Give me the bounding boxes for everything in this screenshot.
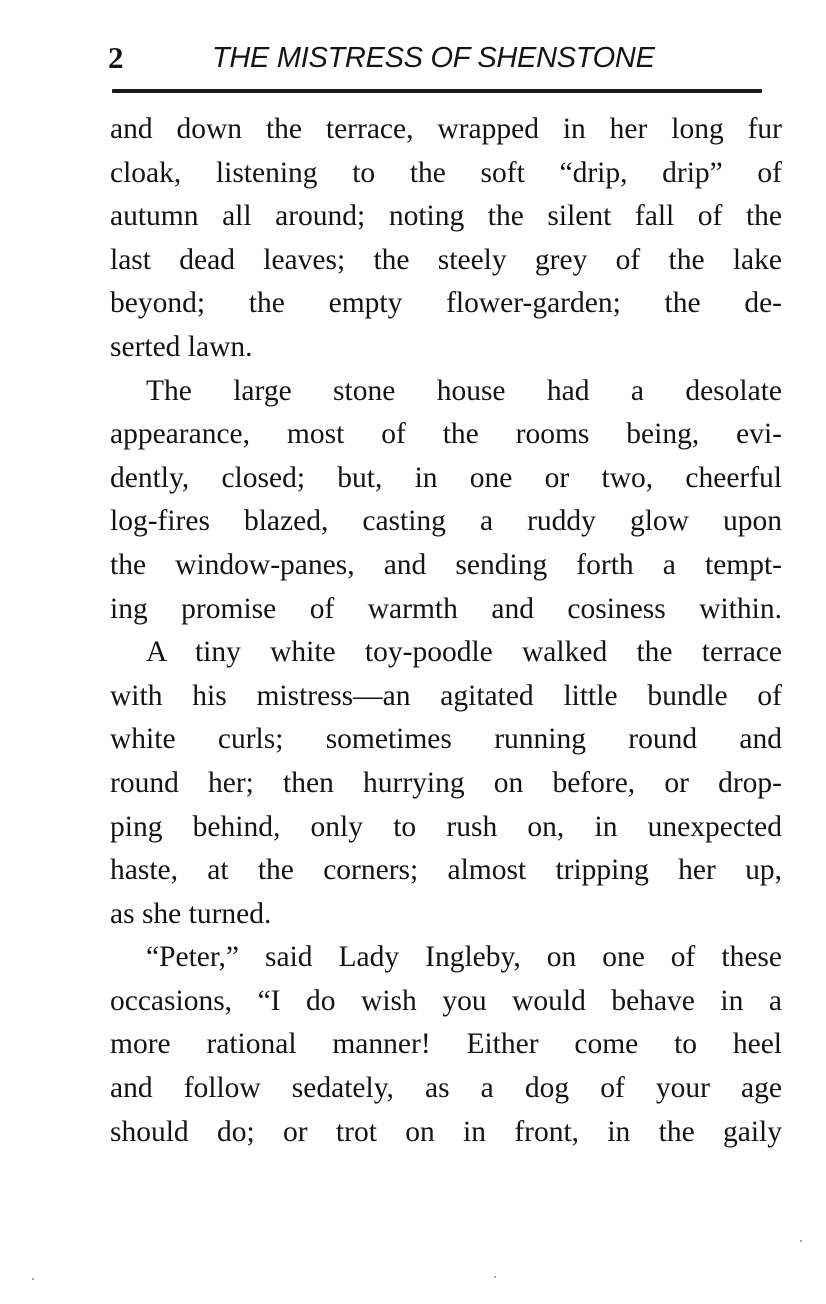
text-line: round her; then hurrying on before, or drop- (110, 766, 782, 799)
header-rule (112, 89, 762, 93)
text-line: beyond; the empty flower-garden; the de- (110, 287, 782, 320)
text-line: last dead leaves; the steely grey of the lake (110, 243, 782, 276)
text-line: serted lawn. (110, 330, 253, 363)
text-line: appearance, most of the rooms being, evi- (110, 418, 782, 451)
text-line: dently, closed; but, in one or two, cheerful (110, 461, 782, 494)
text-line: and follow sedately, as a dog of your age (110, 1072, 782, 1105)
paper-speck (494, 1276, 496, 1278)
text-line: the window-panes, and sending forth a tempt- (110, 548, 782, 581)
running-title: THE MISTRESS OF SHENSTONE (212, 42, 655, 74)
text-line: ping behind, only to rush on, in unexpected (110, 810, 782, 843)
text-line: log-fires blazed, casting a ruddy glow upon (110, 505, 782, 538)
page-number: 2 (108, 40, 124, 75)
text-line: cloak, listening to the soft “drip, drip” of (110, 156, 782, 189)
body-text (110, 108, 782, 1154)
text-line: ing promise of warmth and cosiness within. (110, 592, 782, 625)
text-line: more rational manner! Either come to heel (110, 1028, 782, 1061)
running-head (108, 38, 778, 78)
text-line: white curls; sometimes running round and (110, 723, 782, 756)
text-line: A tiny white toy-poodle walked the terrace (146, 636, 782, 669)
text-line: autumn all around; noting the silent fall of the (110, 200, 782, 233)
text-line: as she turned. (110, 897, 272, 930)
text-line: should do; or trot on in front, in the gaily (110, 1115, 782, 1148)
paper-speck (800, 1240, 802, 1242)
text-line: and down the terrace, wrapped in her long fur (110, 113, 782, 145)
text-line: The large stone house had a desolate (146, 374, 782, 407)
paper-speck (32, 1278, 34, 1280)
text-line: “Peter,” said Lady Ingleby, on one of these (146, 941, 782, 974)
text-line: with his mistress—an agitated little bundle of (110, 679, 782, 712)
text-line: haste, at the corners; almost tripping her up, (110, 854, 782, 887)
text-line: occasions, “I do wish you would behave in a (110, 984, 782, 1017)
